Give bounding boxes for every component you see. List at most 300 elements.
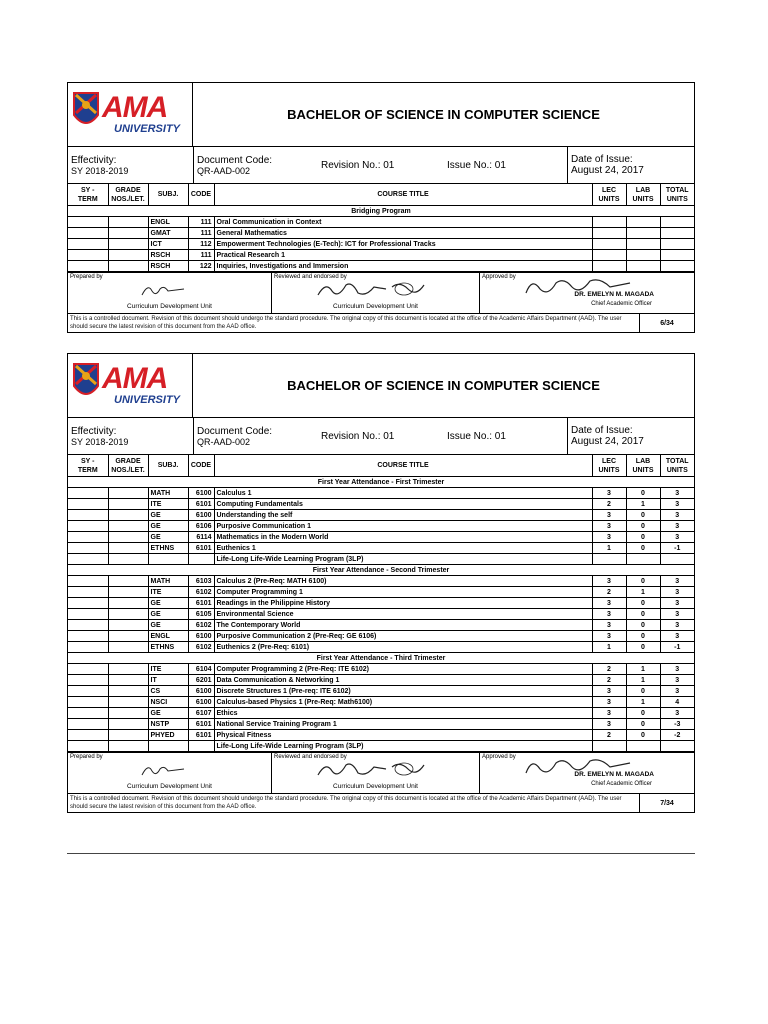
total-units-cell: -3 bbox=[660, 719, 694, 730]
sy-term-cell bbox=[68, 598, 108, 609]
course-title-cell: Life-Long Life-Wide Learning Program (3LP) bbox=[214, 741, 592, 752]
course-title-cell: Data Communication & Networking 1 bbox=[214, 675, 592, 686]
reviewed-by-cell bbox=[272, 753, 480, 793]
subject-cell: ICT bbox=[148, 239, 188, 250]
lec-units-cell: 2 bbox=[592, 499, 626, 510]
sy-term-cell bbox=[68, 675, 108, 686]
total-units-cell: -1 bbox=[660, 543, 694, 554]
subject-cell: ITE bbox=[148, 664, 188, 675]
page-number: 7/34 bbox=[660, 799, 674, 807]
subject-cell: ENGL bbox=[148, 217, 188, 228]
total-units-cell: 3 bbox=[660, 620, 694, 631]
course-table bbox=[68, 455, 694, 752]
subject-cell: ETHNS bbox=[148, 543, 188, 554]
document-code-label: Document Code: bbox=[197, 425, 273, 437]
course-title-cell: Readings in the Philippine History bbox=[214, 598, 592, 609]
subject-cell: CS bbox=[148, 686, 188, 697]
lec-units-cell bbox=[592, 250, 626, 261]
date-of-issue-label: Date of Issue: bbox=[571, 425, 633, 436]
course-title-cell: Mathematics in the Modern World bbox=[214, 532, 592, 543]
approved-by-label: Approved by bbox=[482, 754, 516, 760]
prepared-by-label: Prepared by bbox=[70, 754, 103, 760]
grade-cell bbox=[108, 521, 148, 532]
sy-term-header: SY - TERM bbox=[68, 184, 108, 206]
lab-units-cell: 0 bbox=[626, 609, 660, 620]
total-units-cell: 3 bbox=[660, 488, 694, 499]
date-of-issue-cell bbox=[568, 147, 694, 183]
grade-cell bbox=[108, 697, 148, 708]
lab-units-cell bbox=[626, 741, 660, 752]
issue-number: Issue No.: 01 bbox=[444, 418, 568, 454]
course-row bbox=[68, 741, 694, 752]
sy-term-cell bbox=[68, 730, 108, 741]
code-cell: 6102 bbox=[188, 620, 214, 631]
lec-units-cell: 3 bbox=[592, 488, 626, 499]
course-title-cell: Calculus 1 bbox=[214, 488, 592, 499]
lab-units-cell: 1 bbox=[626, 697, 660, 708]
reviewed-by-unit: Curriculum Development Unit bbox=[333, 303, 418, 310]
total-units-cell: -1 bbox=[660, 642, 694, 653]
total-units-cell: 3 bbox=[660, 532, 694, 543]
logo-subtext: UNIVERSITY bbox=[114, 123, 181, 135]
course-title-cell: Discrete Structures 1 (Pre-req: ITE 6102) bbox=[214, 686, 592, 697]
lab-units-cell: 0 bbox=[626, 620, 660, 631]
grade-cell bbox=[108, 239, 148, 250]
approver-role: Chief Academic Officer bbox=[591, 781, 652, 787]
subject-cell: ENGL bbox=[148, 631, 188, 642]
lec-units-cell bbox=[592, 228, 626, 239]
lab-units-cell bbox=[626, 217, 660, 228]
lec-units-cell bbox=[592, 741, 626, 752]
lab-units-header: LAB UNITS bbox=[626, 184, 660, 206]
lec-units-cell bbox=[592, 239, 626, 250]
sy-term-cell bbox=[68, 708, 108, 719]
section-title: First Year Attendance - Second Trimester bbox=[68, 565, 694, 576]
total-units-cell: 4 bbox=[660, 697, 694, 708]
course-title-cell: Euthenics 2 (Pre-Req: 6101) bbox=[214, 642, 592, 653]
lec-units-cell: 3 bbox=[592, 631, 626, 642]
lab-units-cell bbox=[626, 239, 660, 250]
effectivity-value: SY 2018-2019 bbox=[71, 165, 129, 176]
lec-units-cell: 3 bbox=[592, 609, 626, 620]
sy-term-cell bbox=[68, 217, 108, 228]
subject-cell: ETHNS bbox=[148, 642, 188, 653]
grade-cell bbox=[108, 719, 148, 730]
sy-term-cell bbox=[68, 741, 108, 752]
grade-cell bbox=[108, 620, 148, 631]
code-cell: 111 bbox=[188, 217, 214, 228]
lab-units-cell: 0 bbox=[626, 642, 660, 653]
date-of-issue-value: August 24, 2017 bbox=[571, 165, 644, 176]
revision-number: Revision No.: 01 bbox=[321, 430, 395, 442]
sy-term-cell bbox=[68, 620, 108, 631]
section-header-row bbox=[68, 565, 694, 576]
signature-reviewed-icon bbox=[312, 279, 432, 301]
date-of-issue-cell bbox=[568, 418, 694, 454]
document-code-value: QR-AAD-002 bbox=[197, 165, 251, 176]
lec-units-cell: 3 bbox=[592, 697, 626, 708]
code-cell: 6101 bbox=[188, 730, 214, 741]
total-units-cell: 3 bbox=[660, 686, 694, 697]
code-cell: 6102 bbox=[188, 642, 214, 653]
document-footer bbox=[68, 794, 694, 812]
signature-row bbox=[68, 752, 694, 794]
lab-units-cell bbox=[626, 228, 660, 239]
course-row bbox=[68, 488, 694, 499]
code-cell: 6107 bbox=[188, 708, 214, 719]
course-title-cell: Environmental Science bbox=[214, 609, 592, 620]
course-title-cell: Purposive Communication 2 (Pre-Req: GE 6106) bbox=[214, 631, 592, 642]
curriculum-page-6 bbox=[67, 82, 695, 333]
course-row bbox=[68, 532, 694, 543]
course-row bbox=[68, 697, 694, 708]
code-cell: 6100 bbox=[188, 686, 214, 697]
sy-term-cell bbox=[68, 587, 108, 598]
effectivity-cell bbox=[68, 418, 194, 454]
code-cell: 6100 bbox=[188, 488, 214, 499]
lab-units-cell: 0 bbox=[626, 510, 660, 521]
lab-units-cell bbox=[626, 261, 660, 272]
grade-cell bbox=[108, 708, 148, 719]
code-cell: 6101 bbox=[188, 499, 214, 510]
course-title-cell: The Contemporary World bbox=[214, 620, 592, 631]
date-of-issue-value: August 24, 2017 bbox=[571, 436, 644, 447]
course-table-body bbox=[68, 206, 694, 272]
total-units-cell: 3 bbox=[660, 609, 694, 620]
subject-cell: GE bbox=[148, 598, 188, 609]
subject-cell bbox=[148, 554, 188, 565]
sy-term-cell bbox=[68, 532, 108, 543]
lec-units-cell bbox=[592, 554, 626, 565]
code-cell: 6106 bbox=[188, 521, 214, 532]
sy-term-cell bbox=[68, 642, 108, 653]
lec-units-cell bbox=[592, 261, 626, 272]
signature-prepared-icon bbox=[138, 761, 188, 779]
subject-header: SUBJ. bbox=[148, 455, 188, 477]
code-cell: 6103 bbox=[188, 576, 214, 587]
total-units-cell bbox=[660, 250, 694, 261]
lab-units-cell: 0 bbox=[626, 708, 660, 719]
course-title-cell: Calculus 2 (Pre-Req: MATH 6100) bbox=[214, 576, 592, 587]
subject-cell: GE bbox=[148, 708, 188, 719]
document-footer bbox=[68, 314, 694, 332]
course-row bbox=[68, 609, 694, 620]
subject-cell: ITE bbox=[148, 499, 188, 510]
total-units-cell bbox=[660, 261, 694, 272]
lab-units-cell: 0 bbox=[626, 521, 660, 532]
grade-cell bbox=[108, 554, 148, 565]
code-header: CODE bbox=[188, 184, 214, 206]
grade-cell bbox=[108, 499, 148, 510]
document-header bbox=[68, 354, 694, 418]
lec-units-cell bbox=[592, 217, 626, 228]
signature-prepared-icon bbox=[138, 281, 188, 299]
code-cell: 6101 bbox=[188, 598, 214, 609]
grade-header: GRADE NOS./LET. bbox=[108, 455, 148, 477]
prepared-by-unit: Curriculum Development Unit bbox=[127, 303, 212, 310]
page-separator-line bbox=[67, 853, 695, 854]
subject-cell: GE bbox=[148, 532, 188, 543]
lec-units-header: LEC UNITS bbox=[592, 184, 626, 206]
course-table bbox=[68, 184, 694, 272]
effectivity-label: Effectivity: bbox=[71, 425, 117, 437]
prepared-by-unit: Curriculum Development Unit bbox=[127, 783, 212, 790]
lab-units-cell: 0 bbox=[626, 730, 660, 741]
lab-units-cell: 0 bbox=[626, 488, 660, 499]
code-cell: 6101 bbox=[188, 719, 214, 730]
course-title-cell: Understanding the self bbox=[214, 510, 592, 521]
section-header-row bbox=[68, 206, 694, 217]
grade-cell bbox=[108, 631, 148, 642]
course-row bbox=[68, 543, 694, 554]
effectivity-label: Effectivity: bbox=[71, 154, 117, 166]
grade-cell bbox=[108, 686, 148, 697]
course-table-body bbox=[68, 477, 694, 752]
code-cell: 122 bbox=[188, 261, 214, 272]
subject-header: SUBJ. bbox=[148, 184, 188, 206]
total-units-cell: 3 bbox=[660, 631, 694, 642]
grade-cell bbox=[108, 741, 148, 752]
course-row bbox=[68, 708, 694, 719]
grade-header: GRADE NOS./LET. bbox=[108, 184, 148, 206]
sy-term-cell bbox=[68, 664, 108, 675]
section-title: Bridging Program bbox=[68, 206, 694, 217]
sy-term-cell bbox=[68, 631, 108, 642]
code-cell: 6104 bbox=[188, 664, 214, 675]
lec-units-cell: 3 bbox=[592, 686, 626, 697]
sy-term-cell bbox=[68, 609, 108, 620]
reviewed-by-cell bbox=[272, 273, 480, 313]
sy-term-cell bbox=[68, 250, 108, 261]
code-cell bbox=[188, 554, 214, 565]
course-row bbox=[68, 217, 694, 228]
lec-units-cell: 1 bbox=[592, 543, 626, 554]
course-title-cell: National Service Training Program 1 bbox=[214, 719, 592, 730]
course-row bbox=[68, 642, 694, 653]
grade-cell bbox=[108, 228, 148, 239]
total-units-cell: 3 bbox=[660, 521, 694, 532]
sy-term-cell bbox=[68, 554, 108, 565]
logo-subtext: UNIVERSITY bbox=[114, 394, 181, 406]
total-units-cell bbox=[660, 239, 694, 250]
total-units-cell bbox=[660, 228, 694, 239]
prepared-by-cell bbox=[68, 753, 272, 793]
approved-by-cell bbox=[480, 273, 694, 313]
sy-term-cell bbox=[68, 543, 108, 554]
document-code-value: QR-AAD-002 bbox=[197, 436, 251, 447]
code-cell: 6114 bbox=[188, 532, 214, 543]
revision-number: Revision No.: 01 bbox=[321, 159, 395, 171]
subject-cell: RSCH bbox=[148, 250, 188, 261]
total-units-cell bbox=[660, 741, 694, 752]
course-row bbox=[68, 499, 694, 510]
effectivity-cell bbox=[68, 147, 194, 183]
sy-term-cell bbox=[68, 499, 108, 510]
course-title-cell: Ethics bbox=[214, 708, 592, 719]
lec-units-cell: 2 bbox=[592, 664, 626, 675]
course-row bbox=[68, 730, 694, 741]
section-header-row bbox=[68, 477, 694, 488]
ama-logo bbox=[68, 83, 193, 146]
approver-name: DR. EMELYN M. MAGADA bbox=[574, 771, 654, 778]
lec-units-cell: 2 bbox=[592, 587, 626, 598]
course-title-header: COURSE TITLE bbox=[214, 455, 592, 477]
course-row bbox=[68, 675, 694, 686]
lec-units-cell: 3 bbox=[592, 708, 626, 719]
sy-term-cell bbox=[68, 228, 108, 239]
lab-units-cell: 1 bbox=[626, 675, 660, 686]
code-cell: 111 bbox=[188, 250, 214, 261]
course-title-cell: Euthenics 1 bbox=[214, 543, 592, 554]
subject-cell: NSCI bbox=[148, 697, 188, 708]
course-row bbox=[68, 587, 694, 598]
document-code-cell bbox=[194, 418, 318, 454]
grade-cell bbox=[108, 587, 148, 598]
lab-units-cell bbox=[626, 250, 660, 261]
program-title: BACHELOR OF SCIENCE IN COMPUTER SCIENCE bbox=[287, 107, 600, 122]
total-units-cell: 3 bbox=[660, 664, 694, 675]
lec-units-cell: 1 bbox=[592, 642, 626, 653]
grade-cell bbox=[108, 250, 148, 261]
lec-units-cell: 3 bbox=[592, 620, 626, 631]
grade-cell bbox=[108, 543, 148, 554]
lec-units-cell: 3 bbox=[592, 576, 626, 587]
sy-term-cell bbox=[68, 719, 108, 730]
course-title-cell: Computer Programming 2 (Pre-Req: ITE 6102) bbox=[214, 664, 592, 675]
grade-cell bbox=[108, 609, 148, 620]
approved-by-cell bbox=[480, 753, 694, 793]
subject-cell: NSTP bbox=[148, 719, 188, 730]
grade-cell bbox=[108, 598, 148, 609]
lab-units-cell: 0 bbox=[626, 719, 660, 730]
sy-term-cell bbox=[68, 239, 108, 250]
total-units-cell: 3 bbox=[660, 708, 694, 719]
code-cell: 6201 bbox=[188, 675, 214, 686]
grade-cell bbox=[108, 642, 148, 653]
grade-cell bbox=[108, 217, 148, 228]
subject-cell: RSCH bbox=[148, 261, 188, 272]
course-title-cell: Purposive Communication 1 bbox=[214, 521, 592, 532]
grade-cell bbox=[108, 664, 148, 675]
section-title: First Year Attendance - First Trimester bbox=[68, 477, 694, 488]
signature-row bbox=[68, 272, 694, 314]
grade-cell bbox=[108, 675, 148, 686]
grade-cell bbox=[108, 510, 148, 521]
grade-cell bbox=[108, 576, 148, 587]
course-title-header: COURSE TITLE bbox=[214, 184, 592, 206]
course-row bbox=[68, 620, 694, 631]
total-units-cell bbox=[660, 217, 694, 228]
course-row bbox=[68, 521, 694, 532]
grade-cell bbox=[108, 261, 148, 272]
code-cell: 111 bbox=[188, 228, 214, 239]
code-cell: 6105 bbox=[188, 609, 214, 620]
lec-units-cell: 3 bbox=[592, 598, 626, 609]
sy-term-cell bbox=[68, 510, 108, 521]
controlled-document-note: This is a controlled document. Revision of this document should undergo the standard procedure. The original copy of this document is located at the office of the Academic Affairs Department (AAD). The user should secure the latest revision of this document from the AAD office. bbox=[68, 794, 640, 812]
course-title-cell: Physical Fitness bbox=[214, 730, 592, 741]
course-row bbox=[68, 598, 694, 609]
document-code-label: Document Code: bbox=[197, 154, 273, 166]
course-row bbox=[68, 228, 694, 239]
course-row bbox=[68, 510, 694, 521]
total-units-header: TOTAL UNITS bbox=[660, 184, 694, 206]
lab-units-header: LAB UNITS bbox=[626, 455, 660, 477]
course-row bbox=[68, 250, 694, 261]
code-cell: 6101 bbox=[188, 543, 214, 554]
curriculum-page-7 bbox=[67, 353, 695, 813]
document-info-row bbox=[68, 418, 694, 455]
course-title-cell: Empowerment Technologies (E-Tech): ICT for Professional Tracks bbox=[214, 239, 592, 250]
reviewed-by-label: Reviewed and endorsed by bbox=[274, 274, 347, 280]
total-units-cell: 3 bbox=[660, 675, 694, 686]
table-header-row bbox=[68, 455, 694, 477]
subject-cell: IT bbox=[148, 675, 188, 686]
subject-cell: GE bbox=[148, 620, 188, 631]
page-number: 6/34 bbox=[660, 319, 674, 327]
subject-cell: GE bbox=[148, 521, 188, 532]
logo-text: AMA bbox=[102, 91, 168, 124]
total-units-cell: -2 bbox=[660, 730, 694, 741]
sy-term-cell bbox=[68, 576, 108, 587]
code-cell: 112 bbox=[188, 239, 214, 250]
document-header bbox=[68, 83, 694, 147]
controlled-document-note: This is a controlled document. Revision of this document should undergo the standard procedure. The original copy of this document is located at the office of the Academic Affairs Department (AAD). The user should secure the latest revision of this document from the AAD office. bbox=[68, 314, 640, 332]
subject-cell: ITE bbox=[148, 587, 188, 598]
logo-text: AMA bbox=[102, 362, 168, 395]
lab-units-cell: 0 bbox=[626, 686, 660, 697]
code-cell: 6100 bbox=[188, 697, 214, 708]
section-title: First Year Attendance - Third Trimester bbox=[68, 653, 694, 664]
course-row bbox=[68, 686, 694, 697]
code-cell: 6100 bbox=[188, 631, 214, 642]
signature-reviewed-icon bbox=[312, 759, 432, 781]
course-title-cell: Computer Programming 1 bbox=[214, 587, 592, 598]
code-cell: 6102 bbox=[188, 587, 214, 598]
lec-units-cell: 3 bbox=[592, 510, 626, 521]
lab-units-cell: 0 bbox=[626, 532, 660, 543]
issue-number: Issue No.: 01 bbox=[444, 147, 568, 183]
course-title-cell: Inquiries, Investigations and Immersion bbox=[214, 261, 592, 272]
approved-by-label: Approved by bbox=[482, 274, 516, 280]
subject-cell: MATH bbox=[148, 488, 188, 499]
ama-logo bbox=[68, 354, 193, 417]
course-title-cell: Oral Communication in Context bbox=[214, 217, 592, 228]
subject-cell: GE bbox=[148, 609, 188, 620]
course-title-cell: Practical Research 1 bbox=[214, 250, 592, 261]
code-cell: 6100 bbox=[188, 510, 214, 521]
course-row bbox=[68, 576, 694, 587]
lec-units-cell: 3 bbox=[592, 521, 626, 532]
course-title-cell: Life-Long Life-Wide Learning Program (3LP) bbox=[214, 554, 592, 565]
course-row bbox=[68, 261, 694, 272]
grade-cell bbox=[108, 488, 148, 499]
course-row bbox=[68, 554, 694, 565]
subject-cell: MATH bbox=[148, 576, 188, 587]
program-title: BACHELOR OF SCIENCE IN COMPUTER SCIENCE bbox=[287, 378, 600, 393]
total-units-cell bbox=[660, 554, 694, 565]
code-header: CODE bbox=[188, 455, 214, 477]
date-of-issue-label: Date of Issue: bbox=[571, 154, 633, 165]
sy-term-header: SY - TERM bbox=[68, 455, 108, 477]
lab-units-cell: 0 bbox=[626, 598, 660, 609]
subject-cell: PHYED bbox=[148, 730, 188, 741]
course-row bbox=[68, 719, 694, 730]
lec-units-cell: 2 bbox=[592, 730, 626, 741]
subject-cell bbox=[148, 741, 188, 752]
document-info-row bbox=[68, 147, 694, 184]
lab-units-cell: 1 bbox=[626, 587, 660, 598]
